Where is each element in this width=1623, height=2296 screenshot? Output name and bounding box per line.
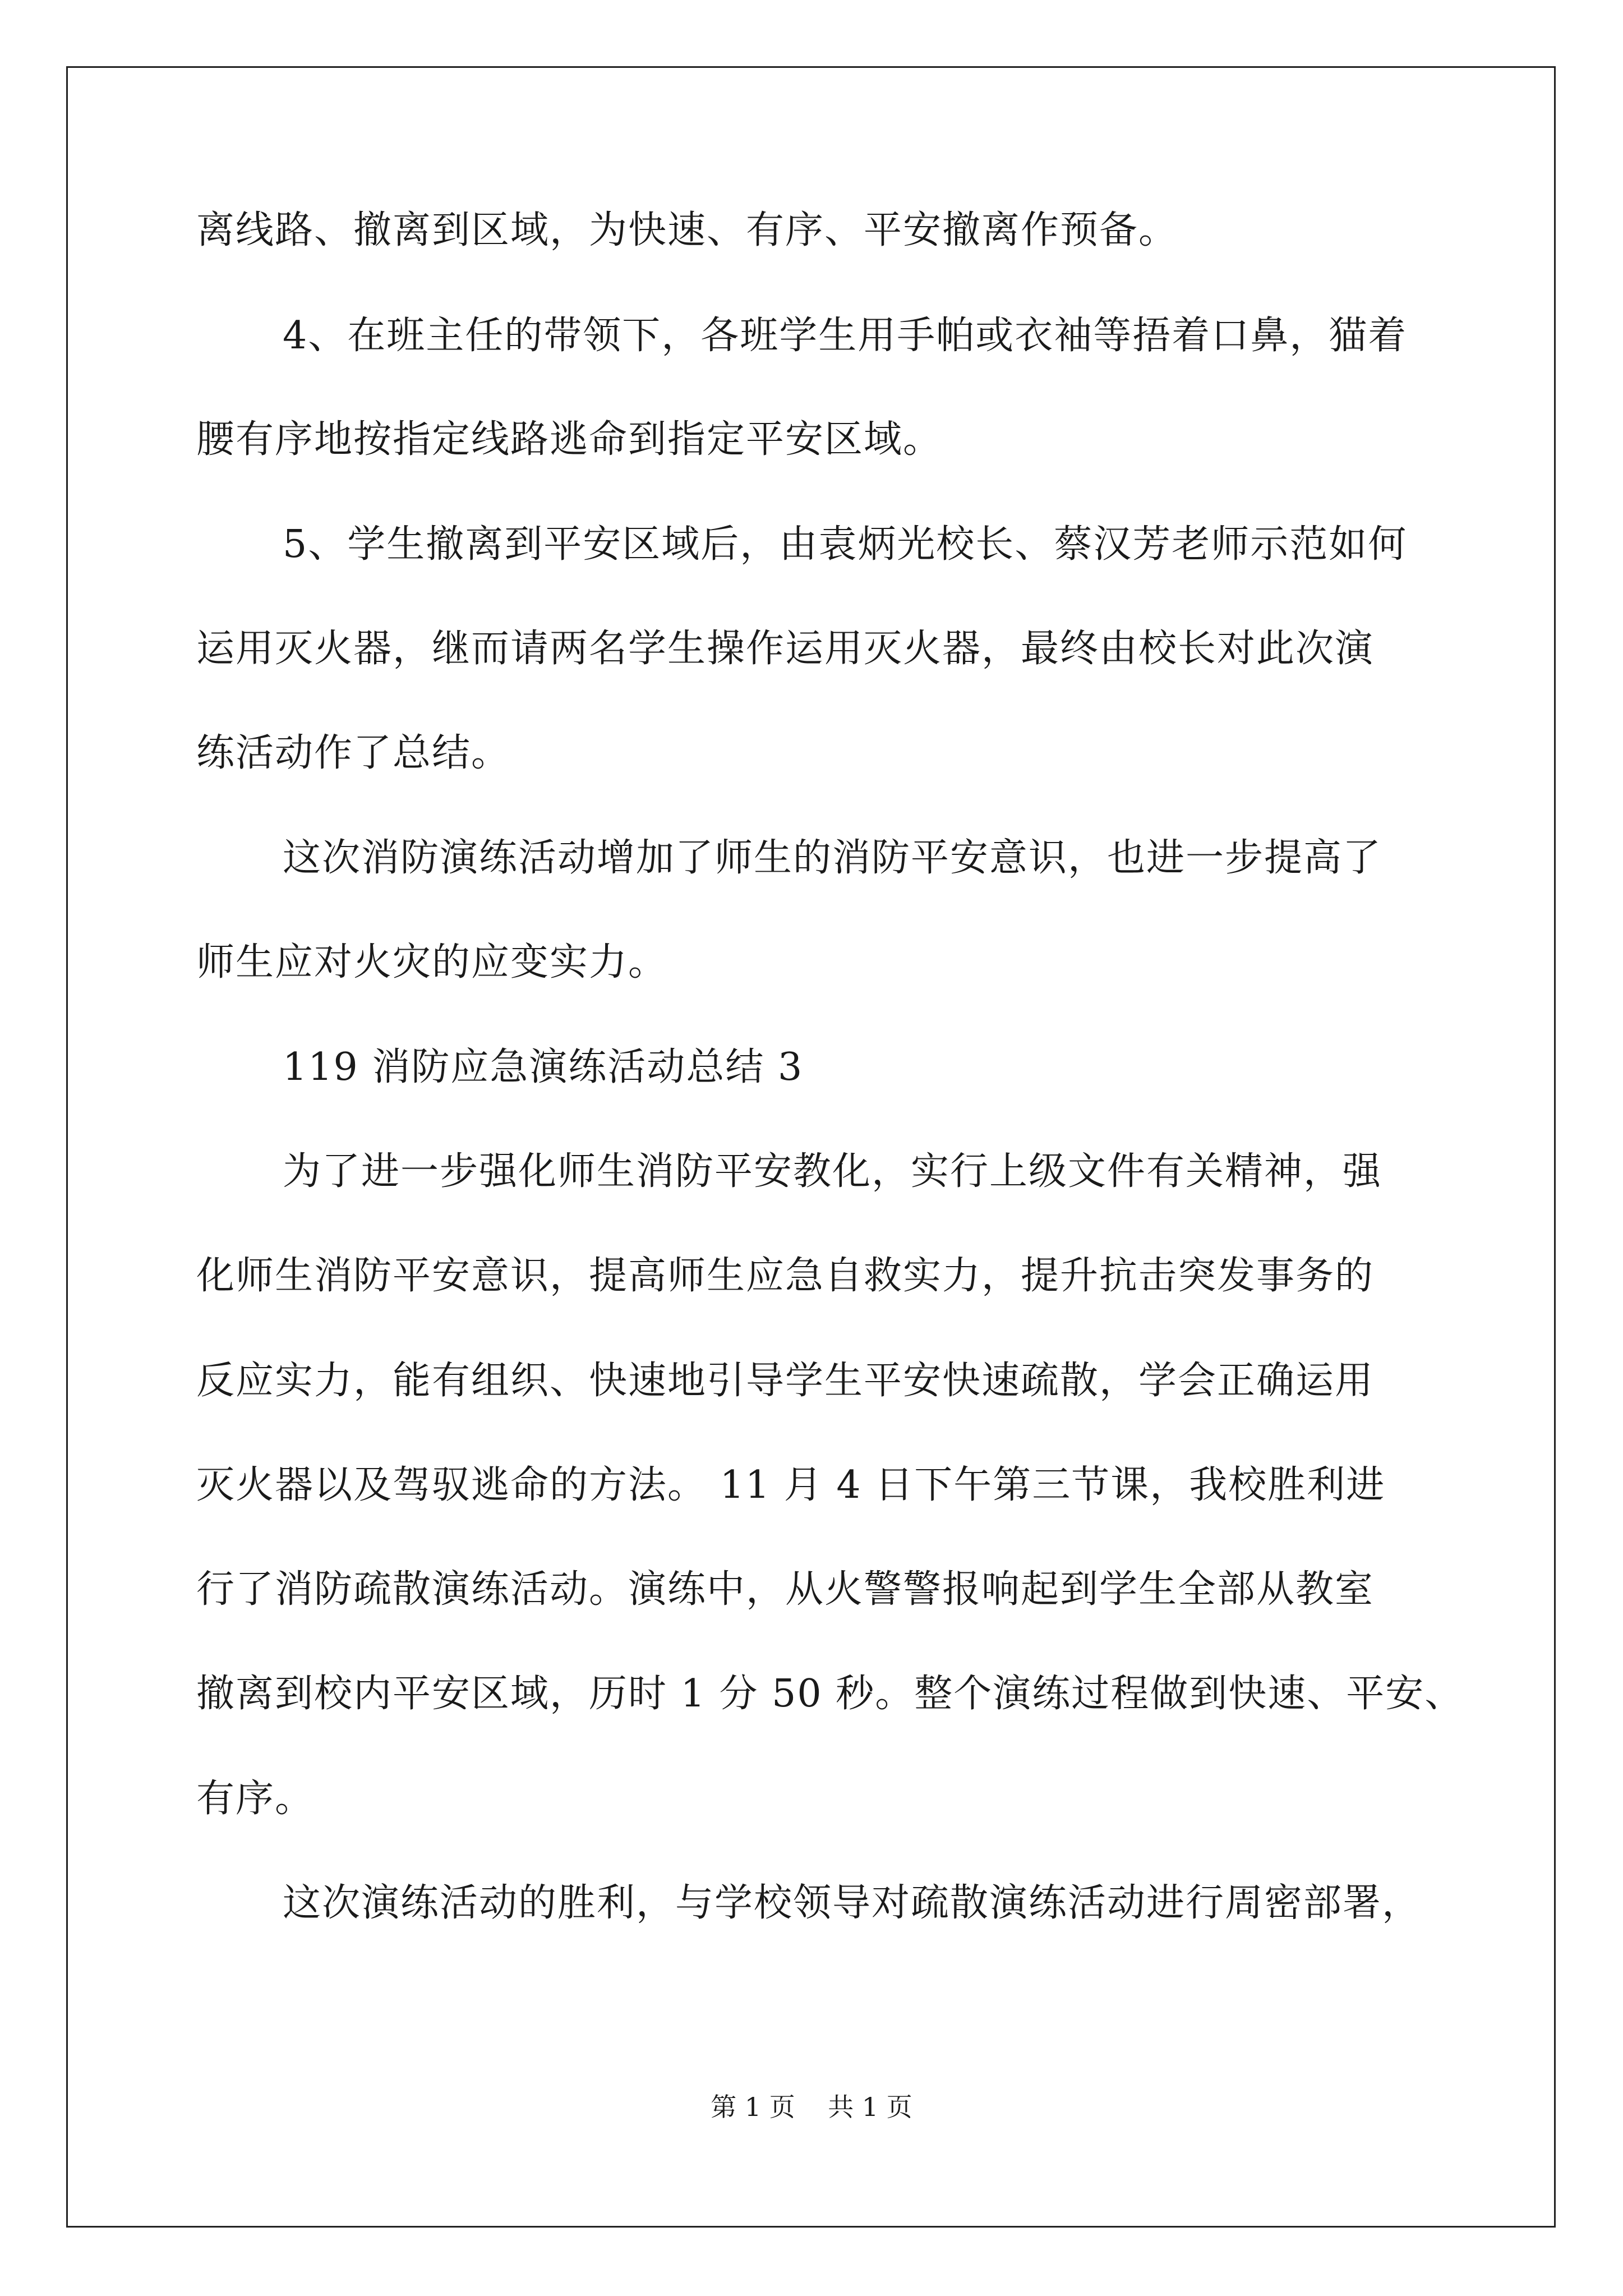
text-line: 有序。 (196, 1777, 315, 1821)
text-line: 为了进一步强化师生消防平安教化，实行上级文件有关精神，强 (283, 1149, 1382, 1194)
text-line: 化师生消防平安意识，提高师生应急自救实力，提升抗击突发事务的 (196, 1254, 1375, 1298)
text-line: 灭火器以及驾驭逃命的方法。 11 月 4 日下午第三节课，我校胜利进 (196, 1463, 1386, 1507)
text-line: 这次消防演练活动增加了师生的消防平安意识，也进一步提高了 (283, 836, 1382, 880)
text-line: 运用灭火器，继而请两名学生操作运用灭火器，最终由校长对此次演 (196, 627, 1375, 671)
text-line: 反应实力，能有组织、快速地引导学生平安快速疏散，学会正确运用 (196, 1359, 1375, 1403)
text-line: 离线路、撤离到区域，为快速、有序、平安撤离作预备。 (196, 208, 1178, 252)
text-line: 练活动作了总结。 (196, 731, 511, 775)
page-footer: 第 1 页 共 1 页 (711, 2092, 912, 2122)
section-heading: 119 消防应急演练活动总结 3 (283, 1045, 804, 1089)
text-line: 5、学生撤离到平安区域后，由袁炳光校长、蔡汉芳老师示范如何 (283, 522, 1408, 567)
text-line: 师生应对火灾的应变实力。 (196, 940, 668, 984)
text-line: 4、在班主任的带领下，各班学生用手帕或衣袖等捂着口鼻，猫着 (283, 314, 1408, 358)
text-line: 腰有序地按指定线路逃命到指定平安区域。 (196, 417, 943, 462)
text-line: 这次演练活动的胜利，与学校领导对疏散演练活动进行周密部署， (283, 1881, 1422, 1925)
text-line: 撤离到校内平安区域，历时 1 分 50 秒。整个演练过程做到快速、平安、 (196, 1672, 1464, 1716)
text-line: 行了消防疏散演练活动。演练中，从火警警报响起到学生全部从教室 (196, 1567, 1375, 1612)
